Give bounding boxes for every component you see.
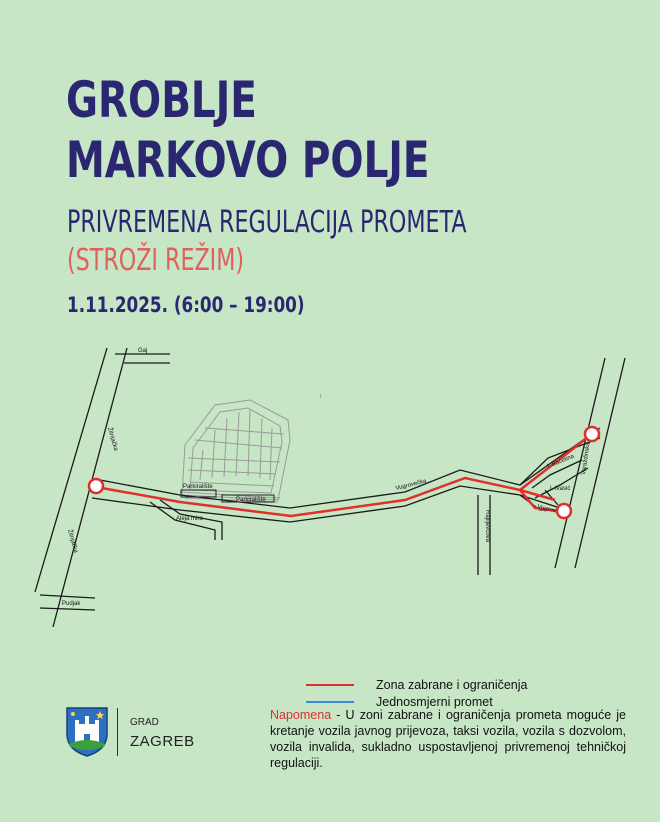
label-aleja-mira: Aleja mira — [176, 516, 203, 522]
legend-item-restriction — [306, 676, 528, 693]
logo-grad-label: GRAD — [130, 717, 159, 728]
label-parking-1: Parkiralište — [183, 484, 213, 490]
title-line-2: MARKOVO POLJE — [66, 131, 430, 189]
note-label: Napomena — [270, 708, 332, 722]
label-rajlijevcova: Rajlijevčova — [484, 510, 490, 543]
legend-label-one-way: Jednosmjerni promet — [376, 694, 493, 709]
label-pudjak: Pudjak — [62, 601, 81, 607]
page-title — [66, 70, 430, 190]
label-varazdinska: Varaždinska — [581, 442, 592, 476]
endpoint-northeast — [585, 427, 599, 441]
legend-line-restriction — [306, 684, 354, 686]
label-gaj: Gaj — [138, 348, 148, 354]
note-text: - U zoni zabrane i ograničenja prometa moguće je kretanje vozila javnog prijevoza, taksi vozila, vozila s dozvolom, vozila invalida, sukladno uspostavljenoj privremenoj tehničkoj regulaciji. — [270, 708, 626, 770]
date-time: 1.11.2025. (6:00 – 19:00) — [67, 293, 305, 317]
endpoint-southeast — [557, 504, 571, 518]
legend — [306, 676, 528, 710]
label-ivasic: I. Ivasić — [550, 486, 571, 492]
logo-zagreb-label: ZAGREB — [130, 733, 195, 750]
note — [270, 707, 626, 771]
endpoint-west — [89, 479, 103, 493]
restriction-zone-route — [96, 434, 592, 516]
zagreb-coat-of-arms-icon — [65, 706, 109, 758]
label-zitnjacka-lower: Žitnjačka — [66, 528, 79, 554]
subtitle: PRIVREMENA REGULACIJA PROMETA — [67, 205, 467, 240]
legend-label-restriction: Zona zabrane i ograničenja — [376, 677, 528, 692]
label-zitnjacka-upper: Žitnjačka — [106, 426, 119, 452]
legend-line-one-way — [306, 701, 354, 703]
traffic-map — [0, 330, 660, 630]
logo-divider — [117, 708, 118, 756]
compass-mark: ↑ — [319, 394, 322, 400]
label-vugrovecka-short: Vugrov. — [536, 504, 558, 515]
label-i-bacetina: I. Baćetina — [546, 453, 576, 470]
regime-label: (STROŽI REŽIM) — [67, 243, 245, 278]
road-network — [35, 348, 625, 627]
title-line-1: GROBLJE — [66, 71, 257, 129]
label-vugrovecka: Vugrovečka — [395, 478, 428, 492]
label-parking-2: Parkiralište — [236, 497, 266, 503]
